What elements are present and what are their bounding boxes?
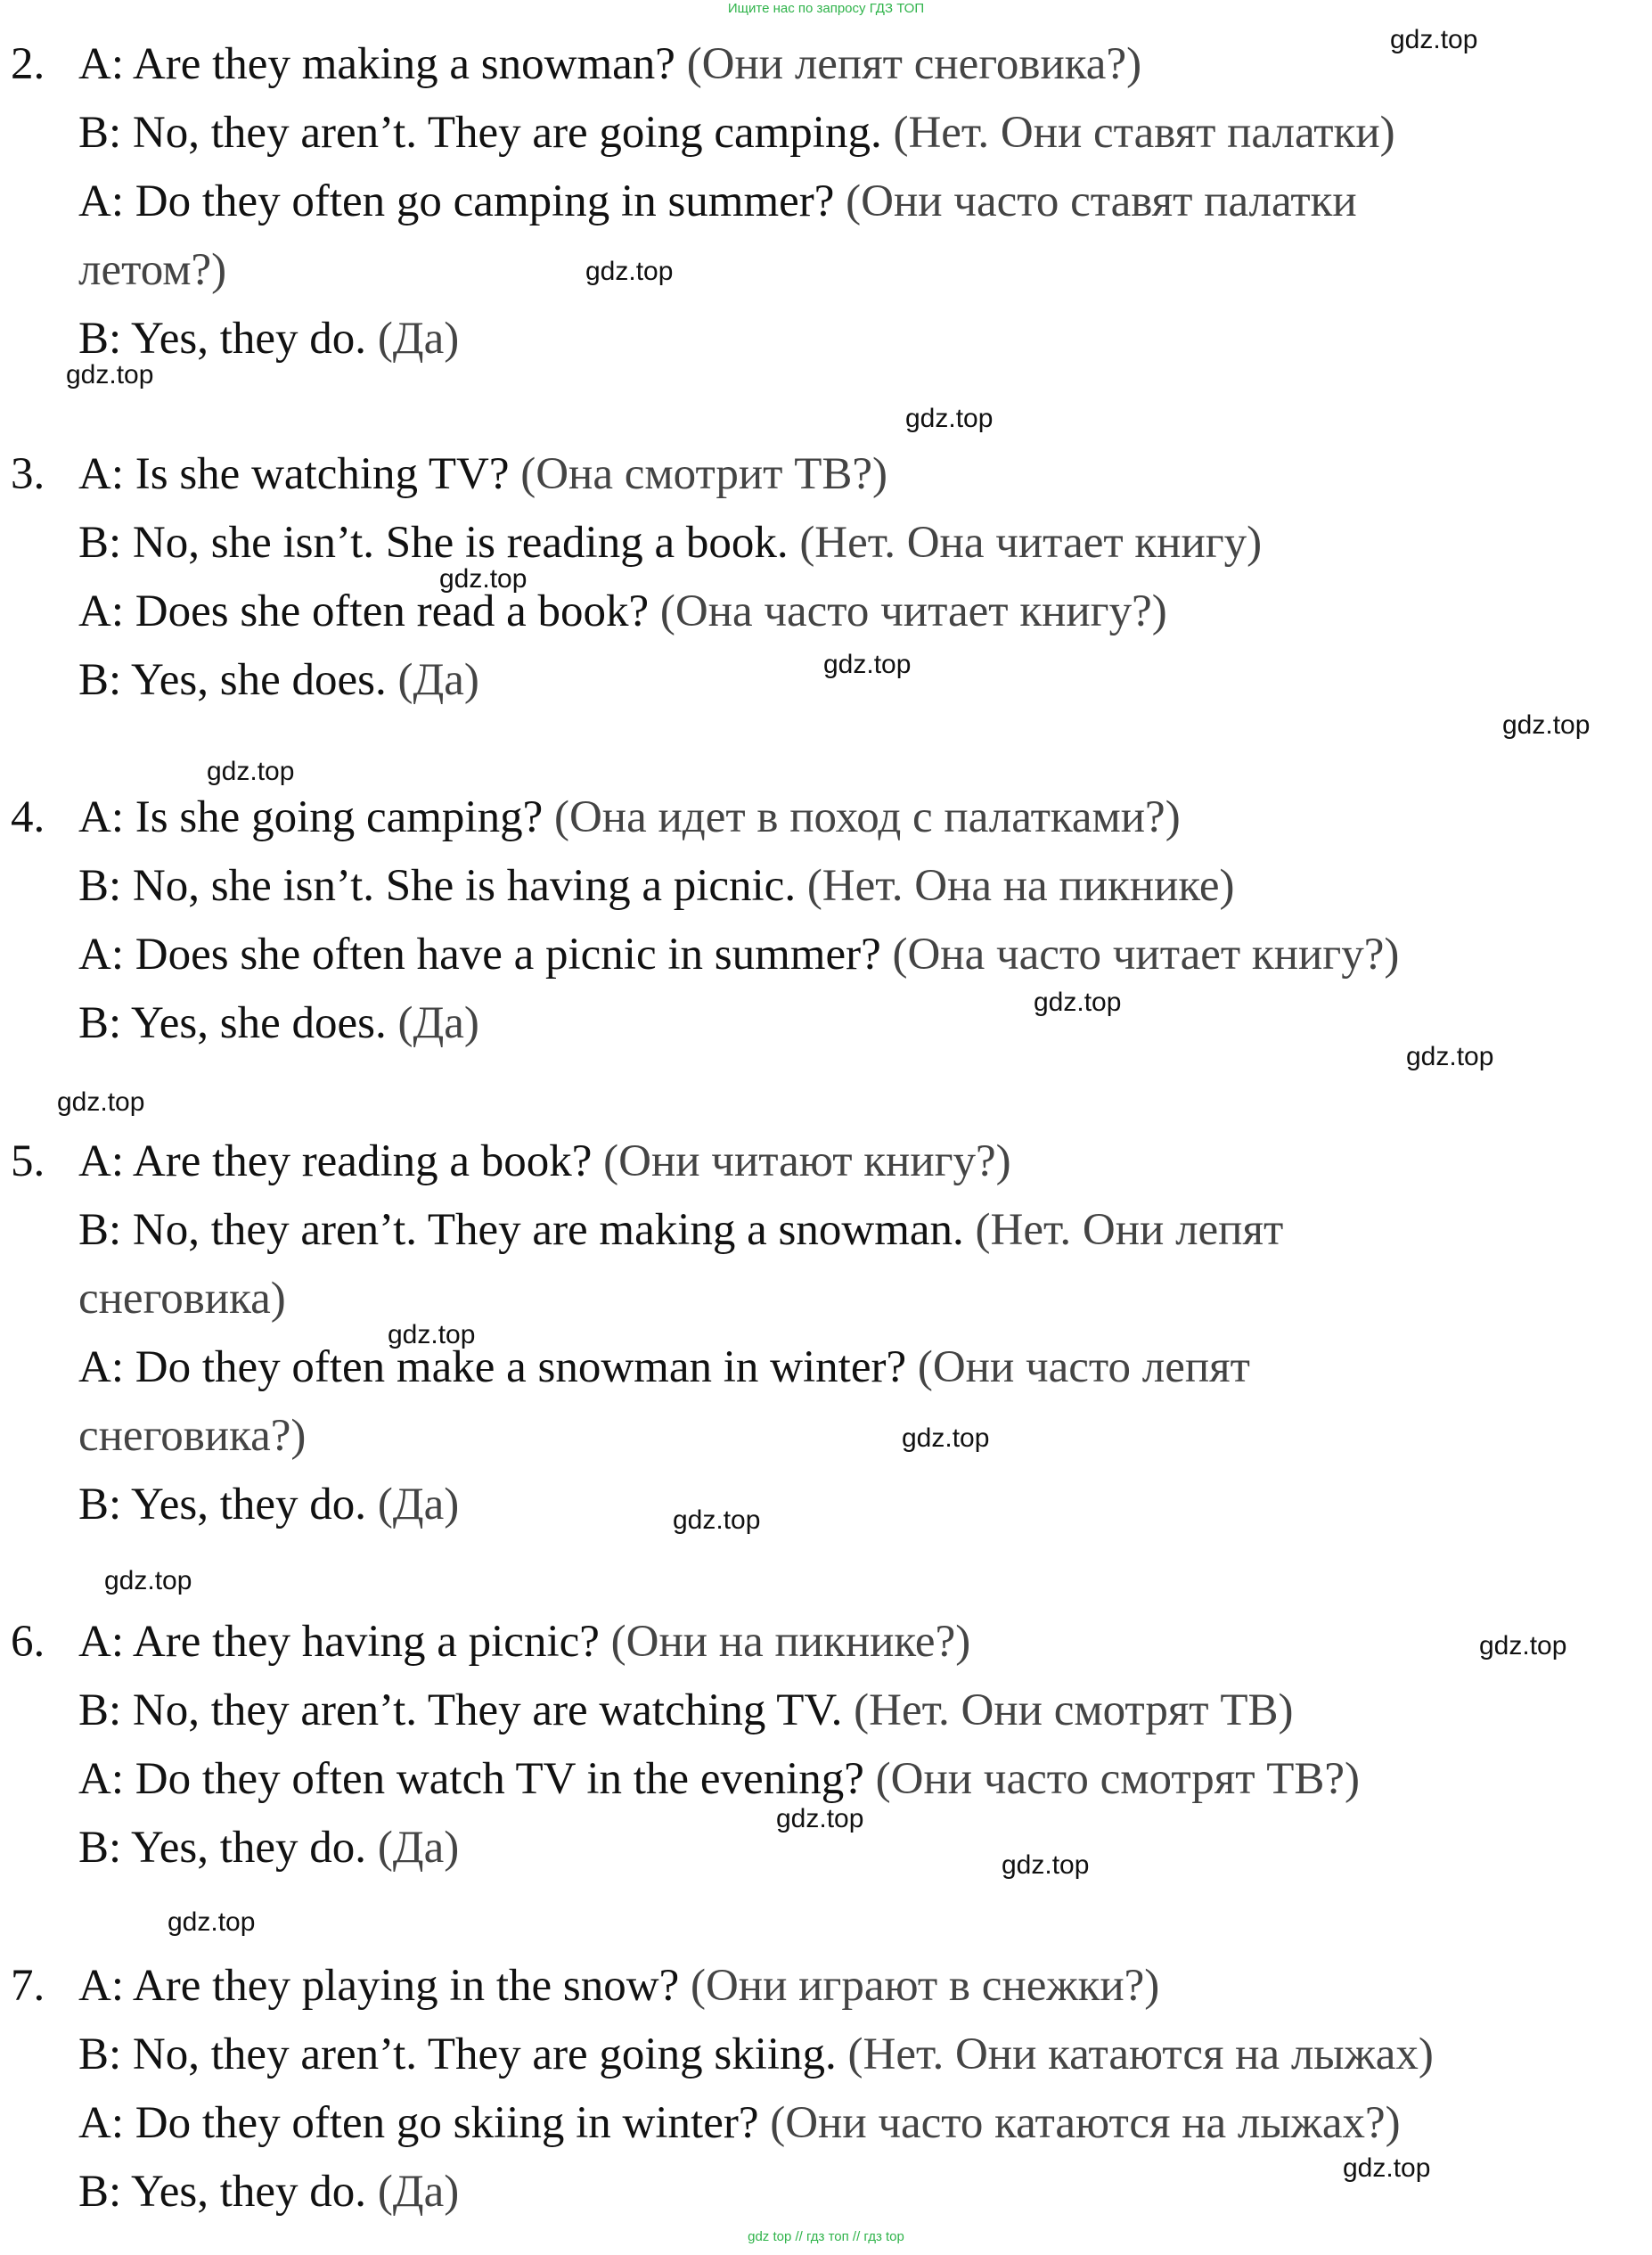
watermark: gdz.top [207,757,295,786]
english-text: A: Are they reading a book? [78,1136,604,1186]
dialogue-line [78,2158,459,2226]
dialogue-line [78,1196,1283,1265]
english-text: B: Yes, they do. [78,2167,378,2217]
russian-translation: (Нет. Она читает книгу) [799,518,1263,568]
top-banner: Ищите нас по запросу ГДЗ ТОП [727,1,925,16]
dialogue-line [78,1402,306,1471]
dialogue-line [78,2089,1401,2158]
watermark: gdz.top [1479,1631,1567,1660]
dialogue-line [78,2021,1434,2089]
russian-translation: (Она часто читает книгу?) [892,930,1400,980]
english-text: B: No, they aren’t. They are going skiing. [78,2030,848,2079]
dialogue-line [78,1814,459,1882]
dialogue-line [78,1333,1250,1402]
dialogue-line [78,1471,459,1539]
english-text: A: Are they playing in the snow? [78,1961,691,2011]
russian-translation: (Они читают книгу?) [603,1136,1011,1186]
english-text: A: Does she often read a book? [78,586,660,636]
english-text: B: Yes, they do. [78,314,378,364]
russian-translation: (Да) [377,1823,460,1873]
watermark: gdz.top [1406,1042,1494,1071]
watermark: gdz.top [66,360,154,390]
watermark: gdz.top [905,404,994,433]
dialogue-line [78,1745,1360,1814]
watermark: gdz.top [388,1320,476,1349]
english-text: A: Is she watching TV? [78,449,521,499]
dialogue-line [78,99,1395,168]
english-text: A: Are they having a picnic? [78,1617,611,1667]
dialogue-line [78,921,1399,989]
dialogue-line [78,168,1357,236]
dialogue-line [78,440,887,509]
russian-translation: (Она смотрит ТВ?) [520,449,887,499]
watermark: gdz.top [1390,25,1478,54]
english-text: B: Yes, they do. [78,1480,378,1529]
dialogue-line [78,1677,1294,1745]
item-number: 3. [11,449,45,499]
russian-translation: (Нет. Они лепят [975,1205,1284,1255]
item-number: 5. [11,1136,45,1186]
english-text: B: Yes, she does. [78,655,398,705]
russian-translation: (Они часто лепят [917,1342,1250,1392]
english-text: B: Yes, they do. [78,1823,378,1873]
russian-translation: (Они часто смотрят ТВ?) [875,1754,1361,1804]
russian-translation: (Они часто ставят палатки [846,176,1357,226]
dialogue-line [78,783,1181,852]
watermark: gdz.top [823,650,912,679]
item-number: 2. [11,39,45,89]
russian-translation: (Нет. Они катаются на лыжах) [847,2030,1434,2079]
watermark: gdz.top [1002,1850,1090,1880]
dialogue-line [78,30,1141,99]
watermark: gdz.top [1502,710,1591,740]
russian-translation: снеговика?) [78,1411,307,1461]
watermark: gdz.top [585,257,674,286]
russian-translation: (Да) [377,2167,460,2217]
english-text: A: Do they often make a snowman in winter? [78,1342,918,1392]
russian-translation: (Нет. Они смотрят ТВ) [854,1685,1294,1735]
russian-translation: (Они часто катаются на лыжах?) [770,2098,1401,2148]
watermark: gdz.top [1343,2153,1431,2183]
english-text: A: Does she often have a picnic in summer? [78,930,893,980]
english-text: B: No, she isn’t. She is reading a book. [78,518,800,568]
russian-translation: (Да) [397,655,479,705]
russian-translation: (Да) [377,314,460,364]
russian-translation: (Она часто читает книгу?) [659,586,1167,636]
russian-translation: снеговика) [78,1274,286,1324]
dialogue-line [78,1608,970,1677]
dialogue-line [78,578,1167,646]
dialogue-line [78,1265,286,1333]
watermark: gdz.top [57,1087,145,1117]
russian-translation: летом?) [78,245,227,295]
bottom-banner: gdz top // гдз топ // гдз top [748,2229,904,2244]
english-text: B: Yes, she does. [78,998,398,1048]
watermark: gdz.top [776,1804,864,1833]
russian-translation: (Она идет в поход с палатками?) [553,792,1181,842]
watermark: gdz.top [673,1505,761,1535]
dialogue-line [78,236,226,305]
russian-translation: (Нет. Она на пикнике) [806,861,1235,911]
english-text: B: No, she isn’t. She is having a picnic. [78,861,807,911]
watermark: gdz.top [1034,988,1122,1017]
russian-translation: (Они на пикнике?) [610,1617,971,1667]
item-number: 6. [11,1617,45,1667]
dialogue-line [78,1952,1159,2021]
dialogue-line [78,1128,1011,1196]
dialogue-line [78,646,479,715]
english-text: B: No, they aren’t. They are making a snowman. [78,1205,976,1255]
watermark: gdz.top [902,1423,990,1453]
russian-translation: (Да) [377,1480,460,1529]
watermark: gdz.top [104,1566,192,1595]
watermark: gdz.top [168,1907,256,1937]
russian-translation: (Да) [397,998,479,1048]
dialogue-line [78,509,1262,578]
watermark: gdz.top [439,564,527,594]
item-number: 4. [11,792,45,842]
english-text: A: Do they often watch TV in the evening? [78,1754,876,1804]
english-text: A: Do they often go camping in summer? [78,176,846,226]
english-text: B: No, they aren’t. They are going camping. [78,108,894,158]
dialogue-line [78,852,1235,921]
english-text: B: No, they aren’t. They are watching TV. [78,1685,855,1735]
english-text: A: Do they often go skiing in winter? [78,2098,771,2148]
russian-translation: (Они лепят снеговика?) [686,39,1142,89]
dialogue-line [78,989,479,1058]
russian-translation: (Они играют в снежки?) [690,1961,1160,2011]
english-text: A: Are they making a snowman? [78,39,687,89]
item-number: 7. [11,1961,45,2011]
russian-translation: (Нет. Они ставят палатки) [893,108,1395,158]
english-text: A: Is she going camping? [78,792,554,842]
